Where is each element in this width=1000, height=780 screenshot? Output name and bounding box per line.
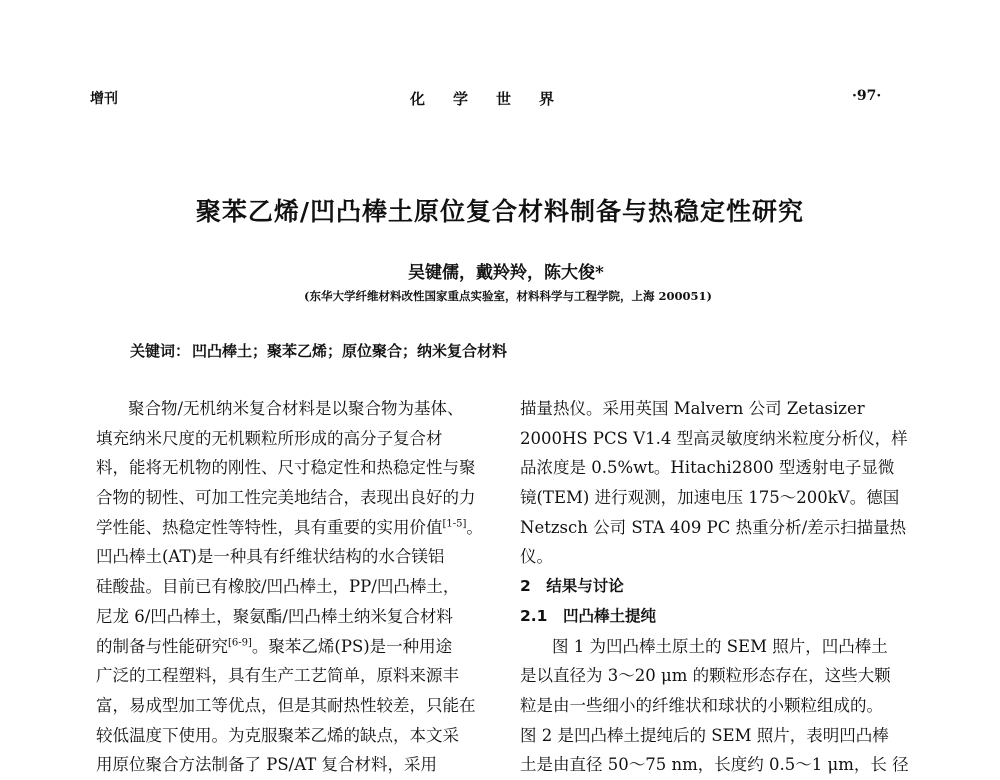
body-line: 描量热仪。采用英国 Malvern 公司 Zetasizer [520, 399, 865, 418]
section-heading: 2 结果与讨论 [520, 577, 624, 596]
body-line: 仪。 [520, 547, 553, 567]
left-column [96, 394, 496, 780]
body-text: 的制备与性能研究 [96, 636, 228, 656]
body-line: 镜(TEM) 进行观测，加速电压 175～200kV。德国 [520, 488, 900, 508]
body-line: 是以直径为 3～20 μm 的颗粒形态存在，这些大颗 [520, 666, 891, 686]
body-line [96, 632, 496, 662]
body-line: 2000HS PCS V1.4 型高灵敏度纳米粒度分析仪，样 [520, 428, 908, 448]
body-line: 硅酸盐。目前已有橡胶/凹凸棒土，PP/凹凸棒土， [96, 577, 460, 597]
body-line: 料，能将无机物的刚性、尺寸稳定性和热稳定性与聚 [96, 458, 476, 478]
body-line: 品浓度是 0.5%wt。Hitachi2800 型透射电子显微 [520, 458, 895, 478]
body-text: 。聚苯乙烯(PS)是一种用途 [251, 636, 453, 656]
body-line: 填充纳米尺度的无机颗粒所形成的高分子复合材 [96, 428, 443, 448]
keywords [130, 340, 507, 361]
body-line: 较低温度下使用。为克服聚苯乙烯的缺点，本文采 [96, 725, 459, 745]
body-line: 凹凸棒土(AT)是一种具有纤维状结构的水合镁铝 [96, 547, 445, 567]
body-line: 聚合物/无机纳米复合材料是以聚合物为基体、 [128, 399, 464, 418]
citation-ref: [1-5] [442, 518, 467, 530]
keywords-label: 关键词： [130, 342, 191, 360]
body-line: 用原位聚合方法制备了 PS/AT 复合材料，采用 [96, 755, 437, 775]
body-line: 图 1 为凹凸棒土原土的 SEM 照片，凹凸棒土 [552, 636, 888, 656]
header-issue-label: 增刊 [90, 91, 118, 107]
body-line [96, 513, 496, 543]
keywords-text: 凹凸棒土；聚苯乙烯；原位聚合；纳米复合材料 [192, 342, 508, 360]
body-line: Netzsch 公司 STA 409 PC 热重分析/差示扫描量热 [520, 517, 907, 537]
header-page-number: ·97· [852, 88, 882, 104]
author-list: 吴键儒，戴羚羚，陈大俊* [408, 263, 604, 283]
right-column [520, 394, 930, 780]
body-text: 学性能、热稳定性等特性，具有重要的实用价值 [96, 517, 443, 537]
body-line: 富，易成型加工等优点，但是其耐热性较差，只能在 [96, 695, 476, 715]
body-text: 。 [466, 517, 483, 537]
body-line: 粒是由一些细小的纤维状和球状的小颗粒组成的。 [520, 695, 883, 715]
affiliation: (东华大学纤维材料改性国家重点实验室，材料科学与工程学院，上海 200051) [304, 289, 712, 303]
body-line: 广泛的工程塑料，具有生产工艺简单，原料来源丰 [96, 666, 459, 686]
paper-title: 聚苯乙烯/凹凸棒土原位复合材料制备与热稳定性研究 [195, 197, 805, 226]
citation-ref: [6-9] [228, 637, 252, 648]
running-header [0, 88, 1000, 112]
body-line: 土是由直径 50～75 nm，长度约 0.5～1 μm，长 径 [520, 755, 909, 775]
body-line: 图 2 是凹凸棒土提纯后的 SEM 照片，表明凹凸棒 [520, 725, 889, 745]
header-journal-name: 化学世界 [410, 90, 583, 108]
body-line: 尼龙 6/凹凸棒土，聚氨酯/凹凸棒土纳米复合材料 [96, 606, 453, 626]
body-line: 合物的韧性、可加工性完美地结合，表现出良好的力 [96, 488, 476, 508]
subsection-heading: 2.1 凹凸棒土提纯 [520, 606, 656, 625]
